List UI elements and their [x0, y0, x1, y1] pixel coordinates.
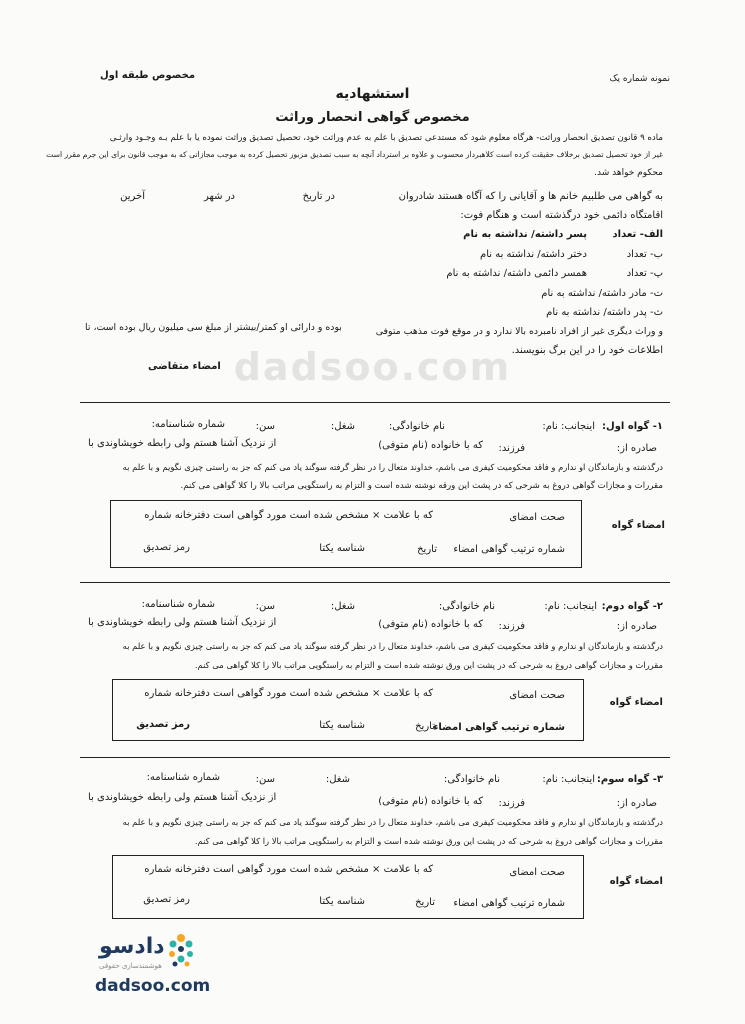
- last-label: آخرین: [120, 191, 145, 202]
- witness-2-child-of: فرزند:: [498, 621, 525, 632]
- witness-1-id-number: شماره شناسنامه:: [151, 419, 225, 430]
- witness-1-oath-2: مقررات و مجازات گواهی دروغ به شرحی که در پشت این ورقه نوشته شده است و التزام به راستگویی مراتب بالا را کلا گواهی می کنم.: [180, 481, 663, 491]
- witness-1-code: رمز تصدیق: [143, 542, 190, 553]
- witness-1-unique-id: شناسه یکتا: [319, 543, 365, 554]
- logo-text: دادسو: [99, 934, 165, 959]
- item-b-text: دختر داشته/ نداشته به نام: [480, 249, 587, 260]
- divider: [80, 402, 670, 403]
- item-p-prefix: پ- تعداد: [626, 268, 663, 279]
- witness-3-oath-1: درگذشته و بازماندگان او ندارم و فاقد محکومیت کیفری می باشم، خداوند متعال را در نظر گرفته سوگند یاد می کنم که جز به راستی چیزی نگویم و با علم به: [122, 817, 663, 827]
- witness-3-issued: صادره از:: [616, 798, 657, 809]
- logo-subtitle: هوشمندسازی حقوقی: [99, 962, 162, 970]
- witness-1-family: نام خانوادگی:: [388, 421, 445, 432]
- witness-3-id-number: شماره شناسنامه:: [146, 772, 220, 783]
- witness-3-job: شغل:: [325, 774, 350, 785]
- witness-3-oath-2: مقررات و مجازات گواهی دروغ به شرحی که در پشت این ورق نوشته شده است و التزام به راستگویی مراتب بالا را کلا گواهی می کنم.: [194, 836, 663, 846]
- witness-2-date: تاریخ: [415, 721, 435, 732]
- witness-3-child-of: فرزند:: [498, 798, 525, 809]
- divider: [80, 582, 670, 583]
- witness-2-oath-2: مقررات و مجازات گواهی دروغ به شرحی که در پشت این ورق نوشته شده است و التزام به راستگویی مراتب بالا را کلا گواهی می کنم.: [194, 660, 663, 670]
- info-line: اطلاعات خود را در این برگ بنویسند.: [511, 345, 663, 356]
- item-a-text: پسر داشته/ نداشته به نام: [463, 229, 587, 240]
- witness-3-signature-label: امضاء گواه: [609, 876, 663, 887]
- witness-2-signature-label: امضاء گواه: [609, 697, 663, 708]
- witness-3-unique-id: شناسه یکتا: [319, 896, 365, 907]
- witness-1-order: شماره ترتیب گواهی امضاء: [453, 544, 565, 555]
- intro-line-3: محکوم خواهد شد.: [594, 168, 663, 178]
- form-subtitle: مخصوص گواهی انحصار وراثت: [275, 110, 470, 125]
- witness-2-unique-id: شناسه یکتا: [319, 720, 365, 731]
- witness-2-job: شغل:: [330, 601, 355, 612]
- witness-2-id-number: شماره شناسنامه:: [141, 599, 215, 610]
- witness-1-issued: صادره از:: [616, 443, 657, 454]
- date-label: در تاریخ: [302, 191, 335, 202]
- logo-url: dadsoo.com: [95, 976, 211, 996]
- city-label: در شهر: [204, 191, 235, 202]
- witness-1-signature-label: امضاء گواه: [611, 520, 665, 531]
- testimony-line: به گواهی می طلبیم خانم ها و آقایانی را که آگاه هستند شادروان: [398, 191, 663, 202]
- witness-2-family: نام خانوادگی:: [438, 601, 495, 612]
- witness-2-notary-line: که با علامت × مشخص شده است مورد گواهی است دفترخانه شماره: [144, 688, 433, 699]
- witness-3-name: اینجانب: نام:: [542, 774, 595, 785]
- witness-2-sig-validity: صحت امضای: [509, 690, 565, 701]
- divider: [80, 757, 670, 758]
- witness-3-family: نام خانوادگی:: [443, 774, 500, 785]
- applicant-signature: امضاء متقاضی: [148, 361, 221, 372]
- witness-3-relation: که با خانواده (نام متوفی): [378, 796, 483, 807]
- item-b-prefix: ب- تعداد: [626, 249, 663, 260]
- item-a-prefix: الف- تعداد: [612, 229, 663, 240]
- item-th: ث- پدر داشته/ نداشته به نام: [546, 307, 663, 318]
- sample-number: نمونه شماره یک: [609, 74, 670, 84]
- witness-1-acquaint: از نزدیک آشنا هستم ولی رابطه خویشاوندی با: [88, 438, 277, 449]
- watermark: dadsoo.com: [233, 345, 512, 389]
- witness-3-age: سن:: [255, 774, 275, 785]
- intro-line-2: غیر از خود تحصیل تصدیق برخلاف حقیقت کرده است کلاهبردار محسوب و علاوه بر استرداد آنچه به سبب تصدیق مزبور تحصیل کرده به موجب مجازاتی که به موجب قانون برای این جرم مقرر است: [46, 150, 663, 159]
- witness-1-age: سن:: [255, 421, 275, 432]
- witness-2-order: شماره ترتیب گواهی امضاء: [433, 722, 565, 733]
- witness-1-sig-validity: صحت امضای: [509, 512, 565, 523]
- witness-3-acquaint: از نزدیک آشنا هستم ولی رابطه خویشاوندی با: [88, 792, 277, 803]
- form-title: استشهادیه: [335, 86, 410, 102]
- witness-3-date: تاریخ: [415, 897, 435, 908]
- witness-2-issued: صادره از:: [616, 621, 657, 632]
- intro-line-1: ماده ۹ قانون تصدیق انحصار وراثت- هرگاه معلوم شود که مستدعی تصدیق با علم به عدم وراثت خود، تحصیل تصدیق وراثت نموده یا با علم بـه وجـود وارثـی: [109, 133, 663, 143]
- witness-1-job: شغل:: [330, 421, 355, 432]
- witness-2-acquaint: از نزدیک آشنا هستم ولی رابطه خویشاوندی با: [88, 617, 277, 628]
- witness-1-name: اینجانب: نام:: [542, 421, 595, 432]
- witness-3-code: رمز تصدیق: [143, 894, 190, 905]
- witness-3-order: شماره ترتیب گواهی امضاء: [453, 898, 565, 909]
- witness-2-relation: که با خانواده (نام متوفی): [378, 619, 483, 630]
- witness-2-code: رمز تصدیق: [136, 719, 190, 730]
- other-heirs-line: و وراث دیگری غیر از افراد نامبرده بالا ندارد و در موقع فوت مذهب متوفی: [375, 326, 663, 337]
- logo-flower-icon: [165, 932, 197, 972]
- class-label: مخصوص طبقه اول: [100, 70, 196, 81]
- residence-line: اقامتگاه دائمی خود درگذشته است و هنگام فوت:: [460, 210, 663, 221]
- witness-1-notary-line: که با علامت × مشخص شده است مورد گواهی است دفترخانه شماره: [144, 510, 433, 521]
- item-p-text: همسر دائمی داشته/ نداشته به نام: [446, 268, 587, 279]
- witness-1-date: تاریخ: [417, 544, 437, 555]
- witness-1-oath-1: درگذشته و بازماندگان او ندارم و فاقد محکومیت کیفری می باشم، خداوند متعال را در نظر گرفته سوگند یاد می کنم که جز به راستی چیزی نگویم و با علم به: [122, 462, 663, 472]
- witness-2-oath-1: درگذشته و بازماندگان او ندارم و فاقد محکومیت کیفری می باشم، خداوند متعال را در نظر گرفته سوگند یاد می کنم که جز به راستی چیزی نگویم و با علم به: [122, 641, 663, 651]
- witness-3-notary-line: که با علامت × مشخص شده است مورد گواهی است دفترخانه شماره: [144, 864, 433, 875]
- witness-2-title: ۲- گواه دوم:: [601, 601, 663, 612]
- witness-1-relation: که با خانواده (نام متوفی): [378, 440, 483, 451]
- witness-2-name: اینجانب: نام:: [544, 601, 597, 612]
- witness-3-sig-validity: صحت امضای: [509, 867, 565, 878]
- item-t: ت- مادر داشته/ نداشته به نام: [541, 288, 663, 299]
- witness-3-title: ۳- گواه سوم:: [596, 774, 663, 785]
- witness-1-child-of: فرزند:: [498, 443, 525, 454]
- assets-line: بوده و دارائی او کمتر/بیشتر از مبلغ سی میلیون ریال بوده است، تا: [85, 322, 342, 333]
- witness-2-age: سن:: [255, 601, 275, 612]
- witness-1-title: ۱- گواه اول:: [602, 421, 663, 432]
- dadsoo-logo: [95, 928, 211, 998]
